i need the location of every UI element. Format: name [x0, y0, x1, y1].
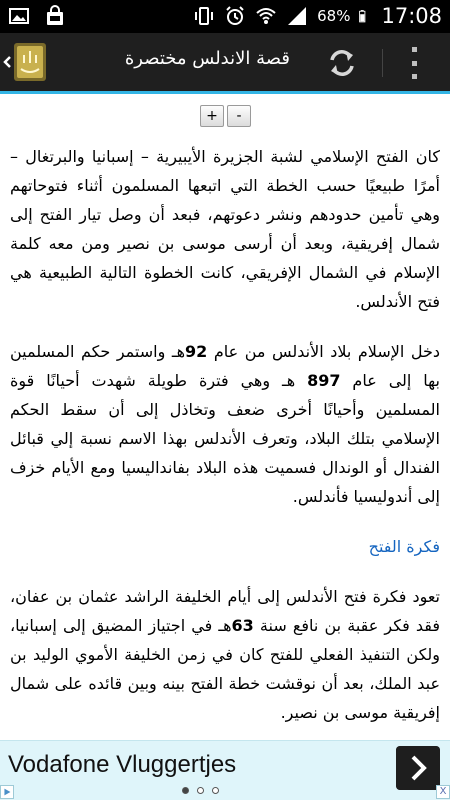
paragraph-text: هـ وهي فترة طويلة شهدت أحيانًا قوة المسلمين وأحيانًا أخرى ضعف وتخاذل إلى أن سقط الحكم الإسلامي بتلك البلاد، وتعرف الأندلس بهذا الاسم نسبة إلي قبائل الفندال أو الوندال فسميت هذه البلاد بفانداليسيا ومع الأيام خزف إلى أندوليسيا فأندلس.	[10, 371, 440, 506]
vibrate-icon	[193, 5, 215, 27]
wifi-icon	[255, 5, 277, 27]
paragraph-text: تعود فكرة فتح الأندلس إلى أيام الخليفة الراشد عثمان بن عفان، فقد فكر عقبة بن نافع سنة	[10, 587, 441, 635]
image-icon	[8, 5, 30, 27]
zoom-controls	[200, 105, 251, 127]
paragraph-text: هـ في اجتياز المضيق إلى إسبانيا، ولكن التنفيذ الفعلي للفتح كان في زمن الخليفة الأموي الوليد بن عبد الملك، بعد أن نوقشت خطة الفتح بينه وبين قائده على شمال إفريقية موسى بن نصير.	[10, 616, 440, 722]
refresh-icon[interactable]	[324, 45, 360, 81]
zoom-in-button[interactable]: +	[200, 105, 224, 127]
pagination-dot	[212, 787, 219, 794]
status-bar	[0, 0, 450, 33]
paragraph-intro: كان الفتح الإسلامي لشبة الجزيرة الأيبيرية – إسبانيا والبرتغال – أمرًا طبيعيًا حسب الخطة التي اتبعها المسلمون أثناء فتوحاتهم وهي تأمين حدودهم ونشر دعوتهم، فبعد أن وصل تيار الفتح إلى شمال إفريقية، وبعد أن أرسى موسى بن نصير ومن معه كلمة الإسلام في الشمال الإفريقي، كانت الخطوة التالية الطبيعية هي فتح الأندلس.	[10, 147, 440, 311]
paragraph-text: دخل الإسلام بلاد الأندلس من عام	[207, 342, 440, 361]
paragraph-history	[10, 337, 440, 511]
app-logo-icon[interactable]	[2, 39, 48, 85]
chevron-right-icon[interactable]	[396, 746, 440, 790]
year-number: 897	[307, 371, 341, 390]
bag-icon	[44, 5, 66, 27]
action-divider	[382, 49, 383, 77]
ad-banner[interactable]	[0, 740, 450, 800]
ad-title[interactable]: Vodafone Vluggertjes	[8, 751, 237, 778]
section-heading[interactable]: فكرة الفتح	[368, 537, 440, 556]
action-bar	[0, 33, 450, 91]
year-number: 92	[185, 342, 208, 361]
overflow-menu-icon[interactable]	[404, 47, 424, 79]
paragraph-idea	[10, 582, 440, 727]
ad-close-button[interactable]: X	[436, 785, 450, 799]
action-bar-accent-line	[0, 91, 450, 94]
zoom-out-button[interactable]: -	[227, 105, 251, 127]
battery-icon	[359, 5, 372, 27]
signal-icon	[286, 5, 308, 27]
alarm-icon	[224, 5, 246, 27]
paragraph-text: هـ واستمر حكم المسلمين بها إلى عام	[10, 342, 440, 390]
ad-pagination	[182, 787, 219, 794]
clock: 17:08	[381, 4, 442, 28]
article-content	[10, 142, 440, 748]
battery-percentage: 68%	[317, 7, 351, 25]
app-title: قصة الاندلس مختصرة	[124, 48, 290, 69]
pagination-dot	[197, 787, 204, 794]
pagination-dot	[182, 787, 189, 794]
year-number: 63	[231, 616, 254, 635]
ad-choices-icon[interactable]	[0, 785, 14, 799]
